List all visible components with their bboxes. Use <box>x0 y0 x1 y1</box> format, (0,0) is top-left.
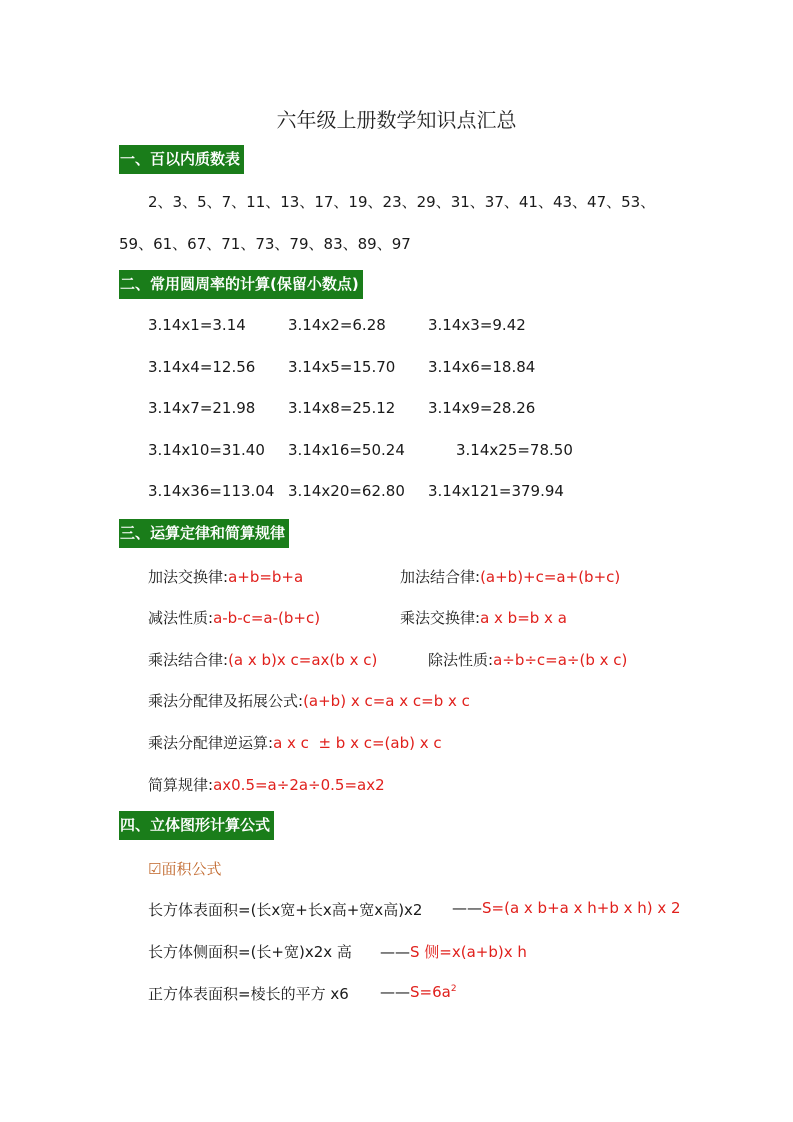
primes-line-1: 2、3、5、7、11、13、17、19、23、29、31、37、41、43、47、53、 <box>148 193 656 211</box>
law-item <box>428 649 627 670</box>
law-item <box>148 690 470 711</box>
law-formula: a x c ± b x c=(ab) x c <box>273 734 442 752</box>
formula-text: 正方体表面积=棱长的平方 x6 <box>148 985 349 1003</box>
formula-item <box>148 941 352 962</box>
primes-line-2: 59、61、67、71、73、79、83、89、97 <box>119 235 411 253</box>
pi-cell: 3.14x36=113.04 <box>148 482 275 500</box>
law-formula: a÷b÷c=a÷(b x c) <box>493 651 628 669</box>
law-label: 乘法分配律逆运算: <box>148 734 274 752</box>
pi-cell: 3.14x5=15.70 <box>288 358 396 376</box>
pi-cell: 3.14x9=28.26 <box>428 399 536 417</box>
section-heading-primes: 一、百以内质数表 <box>119 145 244 174</box>
pi-cell: 3.14x16=50.24 <box>288 441 405 459</box>
law-label: 加法交换律: <box>148 568 229 586</box>
formula-text: 长方体侧面积=(长+宽)x2x 高 <box>148 943 352 961</box>
law-formula: a x b=b x a <box>480 609 567 627</box>
law-formula: (a+b)+c=a+(b+c) <box>480 568 621 586</box>
law-label: 乘法结合律: <box>148 651 229 669</box>
pi-cell: 3.14x7=21.98 <box>148 399 256 417</box>
law-label: 除法性质: <box>428 651 494 669</box>
section-heading-laws: 三、运算定律和简算规律 <box>119 519 289 548</box>
law-label: 减法性质: <box>148 609 214 627</box>
section-heading-solids: 四、立体图形计算公式 <box>119 811 274 840</box>
formula-dash: —— <box>380 943 410 961</box>
area-formula-subheading: ☑面积公式 <box>148 860 222 878</box>
formula-item <box>148 983 349 1004</box>
formula-expression: S=(a x b+a x h+b x h) x 2 <box>482 899 681 917</box>
law-label: 乘法交换律: <box>400 609 481 627</box>
pi-cell: 3.14x25=78.50 <box>456 441 573 459</box>
formula-text: 长方体表面积=(长x宽+长x高+宽x高)x2 <box>148 901 423 919</box>
pi-cell: 3.14x4=12.56 <box>148 358 256 376</box>
formula-expression: S=6a <box>410 983 451 1001</box>
law-item <box>400 607 567 628</box>
section-heading-pi: 二、常用圆周率的计算(保留小数点) <box>119 270 363 299</box>
formula-expression: S 侧=x(a+b)x h <box>410 943 527 961</box>
law-item <box>400 566 620 587</box>
pi-cell: 3.14x20=62.80 <box>288 482 405 500</box>
formula-item <box>380 941 527 962</box>
formula-superscript: 2 <box>450 984 457 994</box>
pi-cell: 3.14x121=379.94 <box>428 482 564 500</box>
law-item <box>148 566 303 587</box>
law-item <box>148 732 442 753</box>
pi-cell: 3.14x8=25.12 <box>288 399 396 417</box>
formula-item <box>148 899 422 920</box>
law-formula: (a+b) x c=a x c=b x c <box>303 692 470 710</box>
law-formula: a+b=b+a <box>228 568 304 586</box>
pi-cell: 3.14x2=6.28 <box>288 316 386 334</box>
pi-cell: 3.14x6=18.84 <box>428 358 536 376</box>
law-label: 简算规律: <box>148 776 214 794</box>
pi-cell: 3.14x10=31.40 <box>148 441 265 459</box>
page-title: 六年级上册数学知识点汇总 <box>276 108 517 132</box>
formula-item <box>452 899 681 917</box>
law-label: 乘法分配律及拓展公式: <box>148 692 304 710</box>
law-item <box>148 607 320 628</box>
formula-dash: —— <box>380 983 410 1001</box>
law-item <box>148 649 377 670</box>
law-item <box>148 774 385 795</box>
law-label: 加法结合律: <box>400 568 481 586</box>
formula-item <box>380 983 457 1001</box>
law-formula: a-b-c=a-(b+c) <box>213 609 321 627</box>
formula-dash: —— <box>452 899 482 917</box>
law-formula: (a x b)x c=ax(b x c) <box>228 651 378 669</box>
law-formula: ax0.5=a÷2a÷0.5=ax2 <box>213 776 385 794</box>
pi-cell: 3.14x3=9.42 <box>428 316 526 334</box>
pi-cell: 3.14x1=3.14 <box>148 316 246 334</box>
